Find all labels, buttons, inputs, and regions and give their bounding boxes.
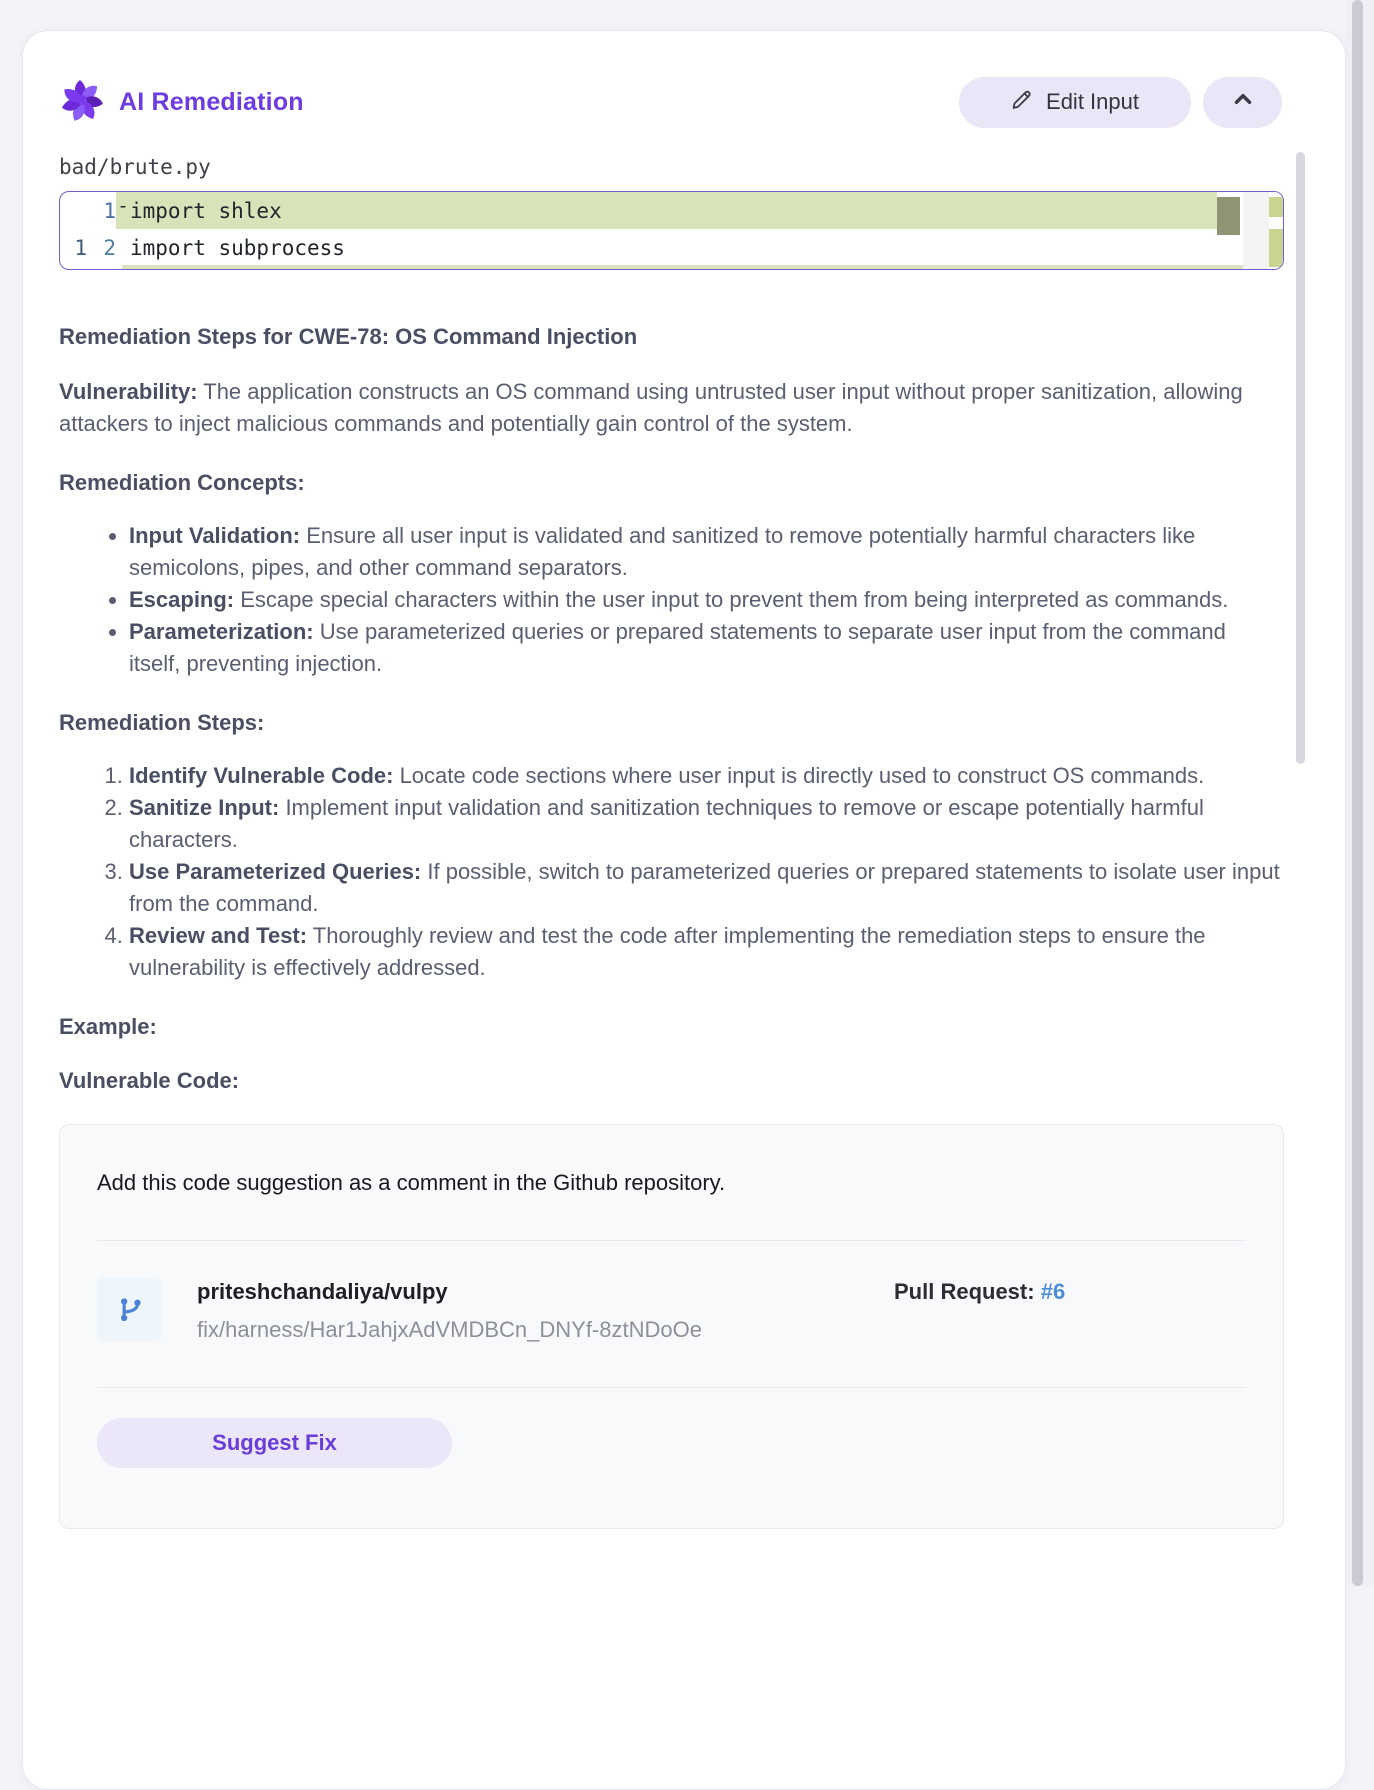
step-text: Thoroughly review and test the code after implementing the remediation steps to ensure the vulnerability is effectively addressed. (129, 923, 1206, 980)
step-label: Use Parameterized Queries: (129, 859, 422, 884)
minimap-added-mark (1269, 229, 1283, 267)
git-branch-icon (112, 1290, 146, 1329)
pull-request-label: Pull Request: (894, 1279, 1035, 1304)
list-item (129, 520, 1282, 584)
panel-title-group (59, 77, 304, 128)
step-text: Locate code sections where user input is directly used to construct OS commands. (393, 763, 1205, 788)
pull-request-link[interactable]: #6 (1040, 1279, 1066, 1304)
pull-request-cell (894, 1277, 1246, 1343)
divider (97, 1240, 1246, 1241)
steps-list (59, 760, 1282, 984)
page-title: AI Remediation (119, 87, 304, 116)
branch-name: fix/harness/Har1JahjxAdVMDBCn_DNYf-8ztNDoOe (197, 1317, 702, 1342)
step-text: Implement input validation and sanitization techniques to remove or escape potentially harmful characters. (129, 795, 1204, 852)
header-actions (959, 77, 1282, 128)
step-text: If possible, switch to parameterized queries or prepared statements to isolate user input from the command. (129, 859, 1280, 916)
main-heading: Remediation Steps for CWE-78: OS Command Injection (59, 324, 638, 349)
page-scrollbar-thumb[interactable] (1352, 0, 1363, 1586)
next-added-line-edge (122, 265, 1243, 269)
concept-text: Use parameterized queries or prepared statements to separate user input from the command itself, preventing injection. (129, 619, 1226, 676)
repo-icon-box (97, 1277, 161, 1341)
suggest-fix-button[interactable]: Suggest Fix (97, 1418, 452, 1468)
diff-minimap (1269, 192, 1283, 269)
list-item (129, 760, 1282, 792)
ai-remediation-panel (22, 30, 1346, 1790)
code-scrollbar-track[interactable] (1243, 192, 1269, 269)
concept-label: Escaping: (129, 587, 235, 612)
vulnerability-label: Vulnerability: (59, 379, 198, 404)
chevron-up-icon (1230, 86, 1256, 118)
step-label: Identify Vulnerable Code: (129, 763, 394, 788)
diff-line-context (60, 229, 1217, 266)
list-item (129, 920, 1282, 984)
new-line-number: 2 (103, 235, 116, 260)
list-item (129, 584, 1282, 616)
new-line-number: 1 (103, 198, 116, 223)
step-label: Sanitize Input: (129, 795, 280, 820)
list-item (129, 616, 1282, 680)
concepts-list (59, 520, 1282, 680)
github-suggestion-card (59, 1124, 1284, 1529)
example-heading: Example: (59, 1014, 157, 1039)
code-text: import shlex (130, 198, 282, 223)
suggestion-instruction: Add this code suggestion as a comment in the Github repository. (97, 1170, 726, 1195)
concept-text: Escape special characters within the user input to prevent them from being interpreted as commands. (234, 587, 1229, 612)
panel-scrollbar-thumb[interactable] (1296, 152, 1305, 764)
panel-header (59, 75, 1282, 129)
concepts-heading: Remediation Concepts: (59, 470, 305, 495)
concept-text: Ensure all user input is validated and sanitized to remove potentially harmful characters like semicolons, pipes, and other command separators. (129, 523, 1196, 580)
collapse-panel-button[interactable] (1203, 77, 1282, 128)
concept-label: Parameterization: (129, 619, 314, 644)
edit-input-label: Edit Input (1046, 89, 1139, 114)
repository-row (97, 1277, 1246, 1343)
code-text: import subprocess (130, 235, 345, 260)
old-line-number: 1 (74, 235, 87, 260)
code-diff-viewer[interactable] (59, 191, 1284, 270)
list-item (129, 792, 1282, 856)
code-line (116, 229, 1217, 266)
repo-info (197, 1277, 858, 1343)
list-item (129, 856, 1282, 920)
diff-rows (60, 192, 1217, 266)
repo-name: priteshchandaliya/vulpy (197, 1279, 448, 1304)
diff-marker: - (117, 194, 129, 217)
diff-line-added (60, 192, 1217, 229)
code-line (116, 192, 1217, 229)
vulnerability-paragraph (59, 376, 1282, 440)
divider (97, 1387, 1246, 1388)
vulnerability-text: The application constructs an OS command using untrusted user input without proper sanitization, allowing attackers to inject malicious commands and potentially gain control of the system. (59, 379, 1243, 436)
steps-heading: Remediation Steps: (59, 710, 265, 735)
step-label: Review and Test: (129, 923, 308, 948)
ai-flower-icon (59, 77, 105, 128)
vulnerable-code-heading: Vulnerable Code: (59, 1068, 240, 1093)
edit-input-button[interactable] (959, 77, 1191, 128)
concept-label: Input Validation: (129, 523, 301, 548)
remediation-content (59, 324, 1282, 1094)
file-path-label: bad/brute.py (59, 155, 211, 179)
minimap-added-mark (1269, 197, 1283, 217)
pencil-icon (1011, 87, 1035, 117)
code-scrollbar-thumb[interactable] (1217, 197, 1240, 235)
